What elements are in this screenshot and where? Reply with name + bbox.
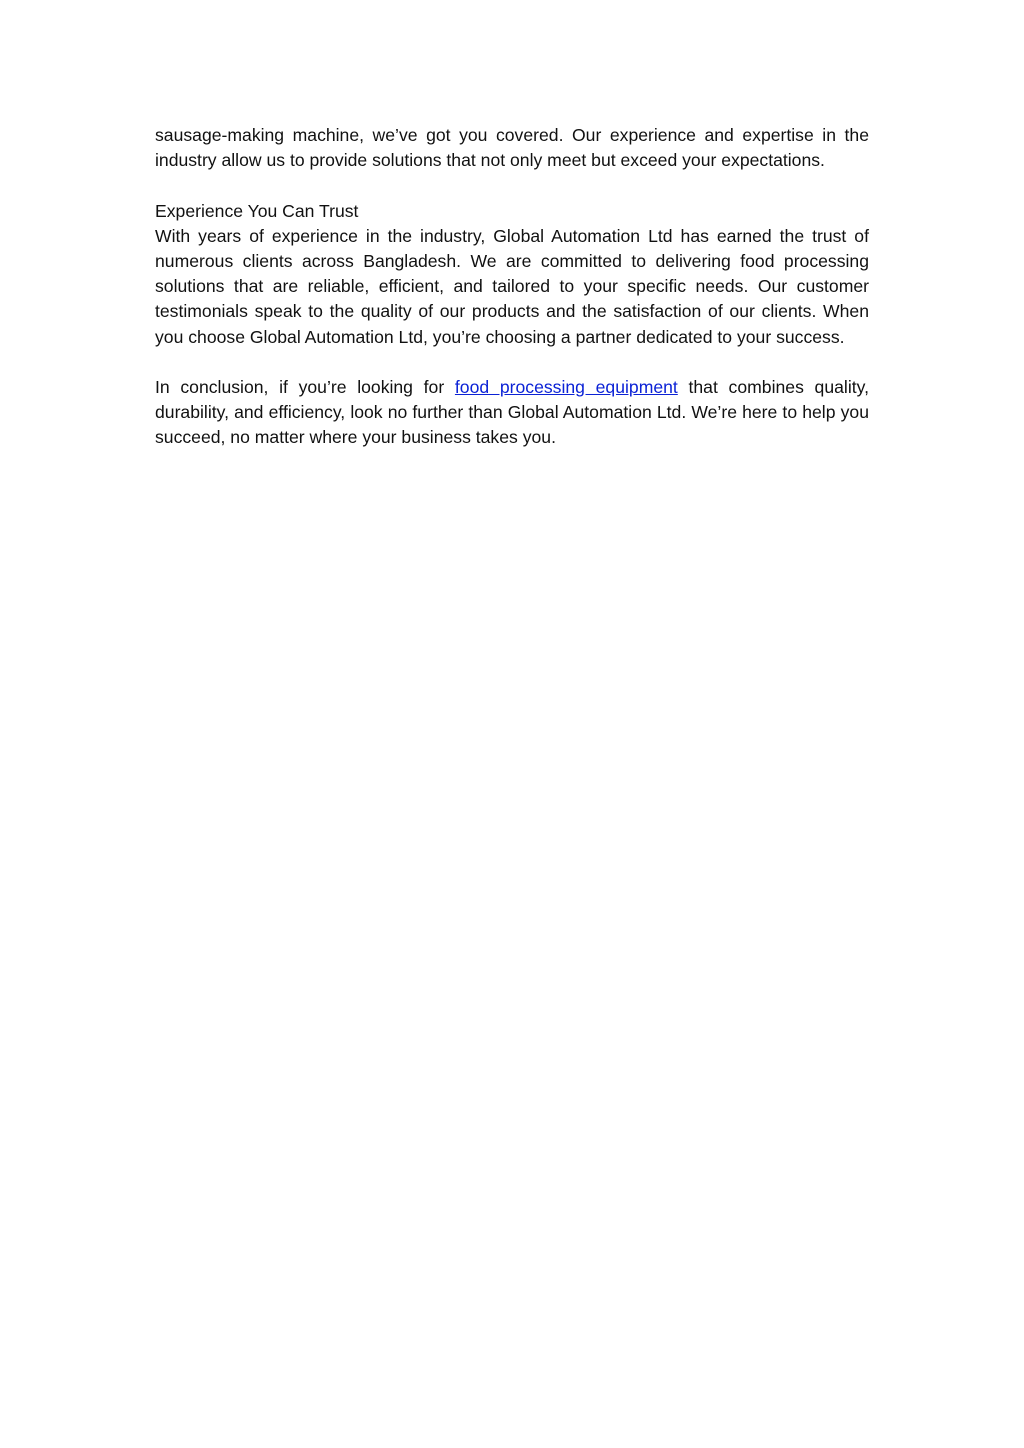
experience-paragraph: With years of experience in the industry, Global Automation Ltd has earned the trust of numerous clients across Bangladesh. We are committed to delivering food processing solutions that are reliable, efficient, and tailored to your specific needs. Our customer testimonials speak to the quality of our products and the satisfaction of our clients. When you choose Global Automation Ltd, you’re choosing a partner dedicated to your success.: [155, 225, 869, 347]
section-heading: Experience You Can Trust: [155, 200, 359, 221]
conclusion-paragraph: [155, 375, 869, 451]
conclusion-text-before-link: In conclusion, if you’re looking for: [155, 377, 455, 397]
document-body: [155, 123, 869, 476]
intro-paragraph: sausage-making machine, we’ve got you covered. Our experience and expertise in the industry allow us to provide solutions that not only meet but exceed your expectations.: [155, 125, 869, 171]
conclusion-text-after-link: that combines quality, durability, and efficiency, look no further than Global Automation Ltd. We’re here to help you succeed, no matter where your business takes you.: [155, 377, 870, 448]
food-processing-equipment-link[interactable]: food processing equipment: [454, 377, 678, 397]
